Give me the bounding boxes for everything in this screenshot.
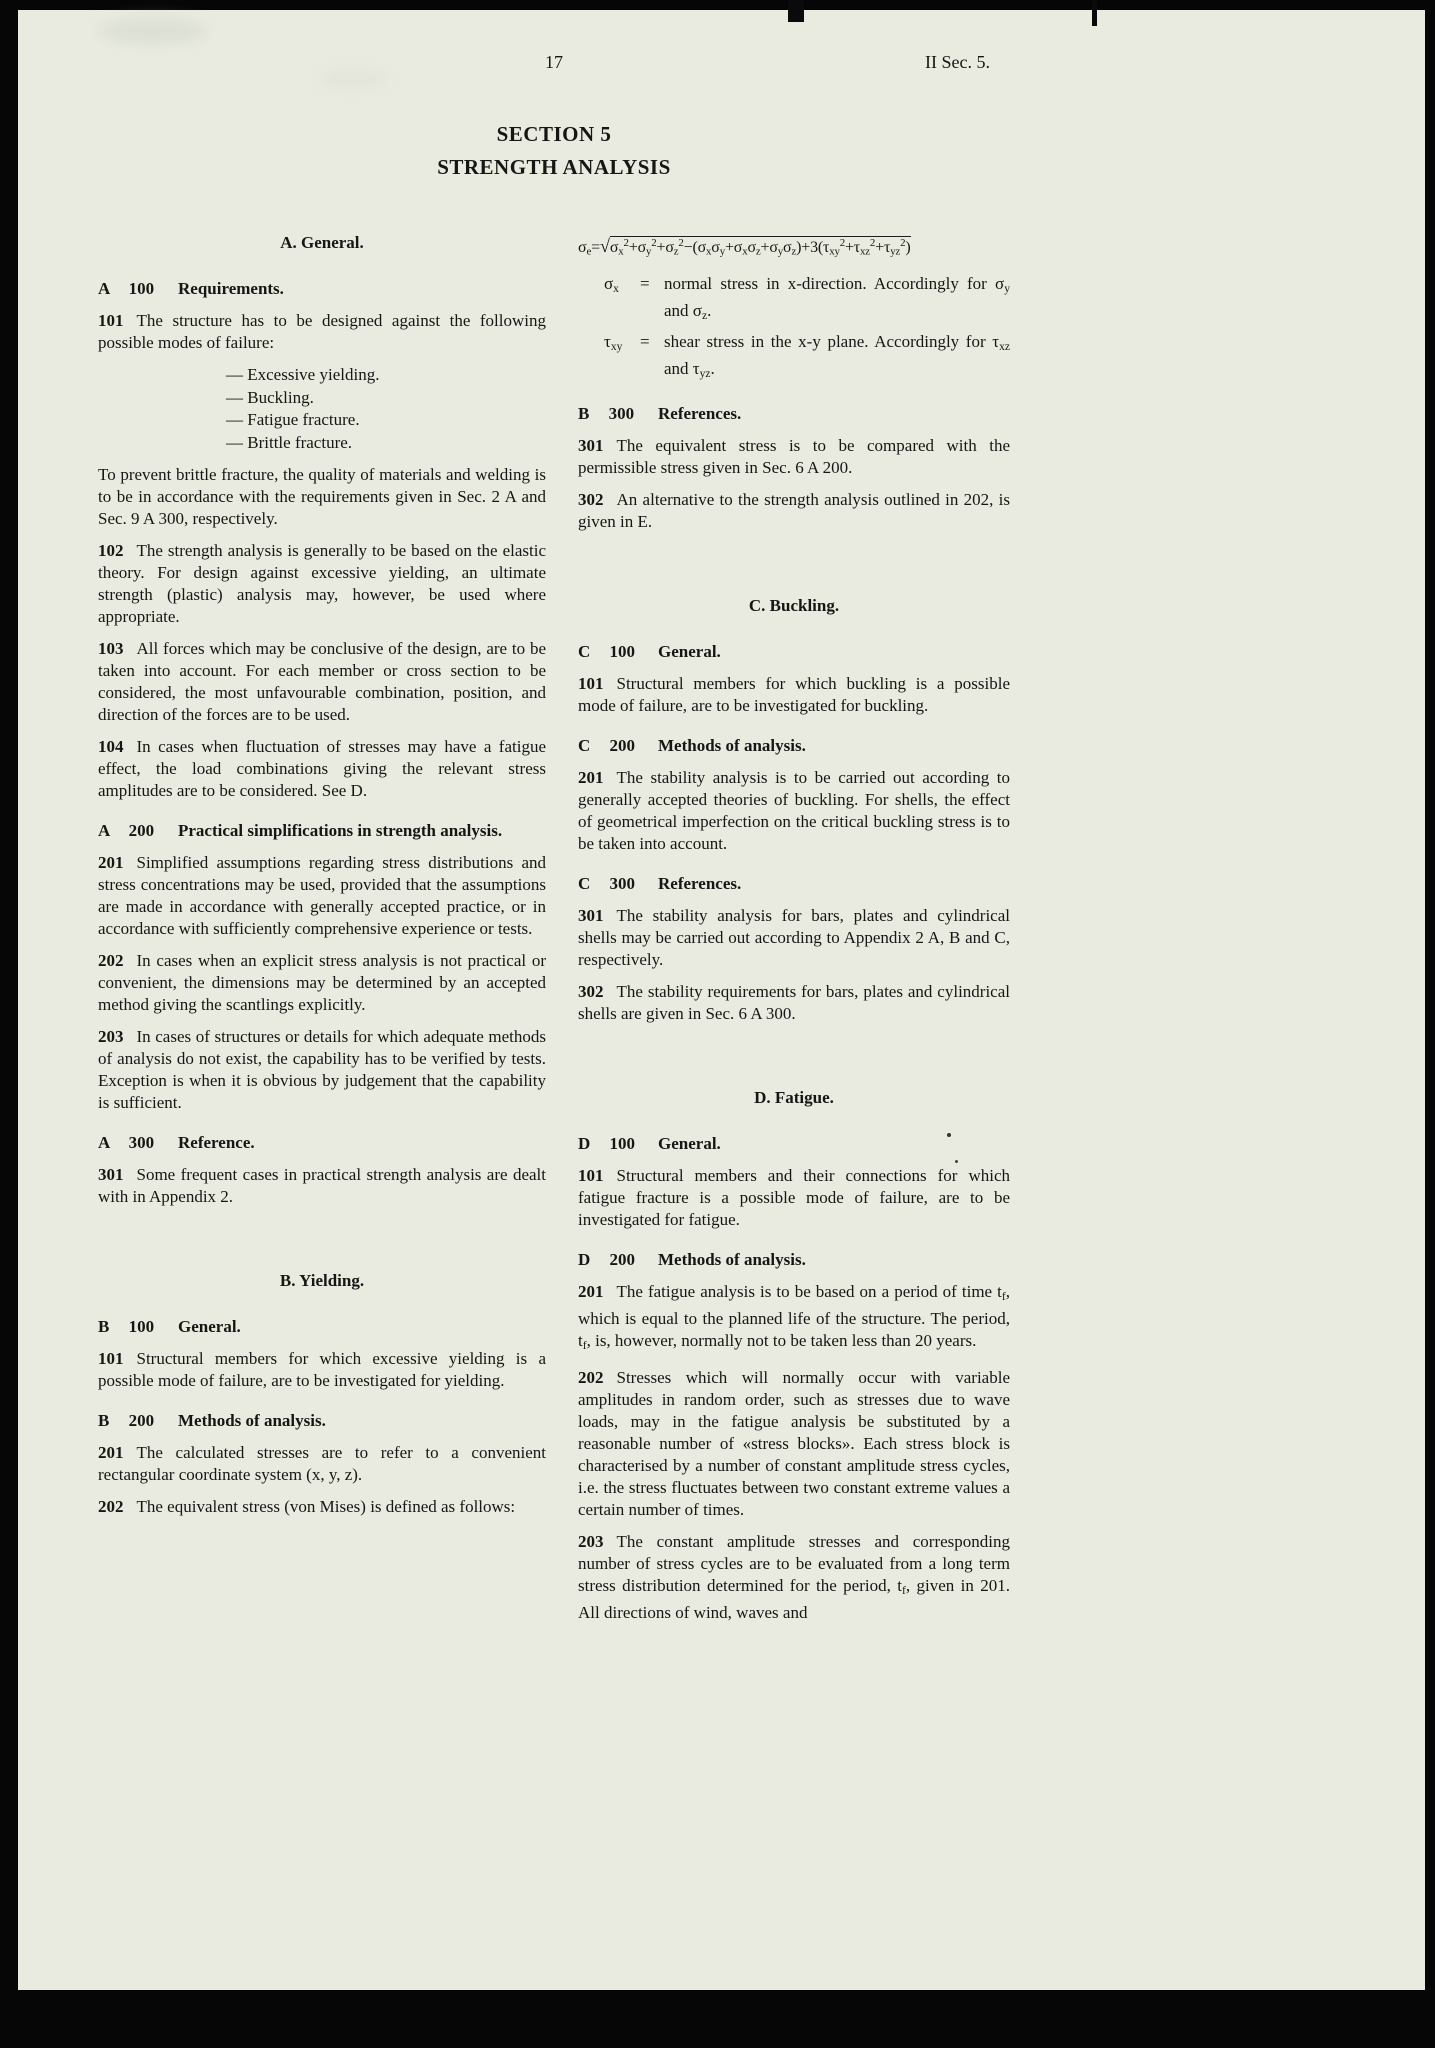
- paragraph-number: 203: [98, 1027, 124, 1046]
- equals-sign: =: [640, 273, 650, 293]
- subsection-title: General.: [658, 1134, 721, 1154]
- left-column: [98, 230, 546, 1528]
- subsection-code: D 200: [578, 1250, 636, 1270]
- subsection-title: References.: [658, 404, 742, 424]
- paragraph-text: An alternative to the strength analysis outlined in 202, is given in E.: [578, 490, 1010, 532]
- page-header: [98, 52, 1010, 76]
- subsection-code: B 300: [578, 404, 635, 424]
- paragraph-number: 202: [98, 1497, 124, 1516]
- title-block: [98, 118, 1010, 184]
- paragraph: [578, 981, 1010, 1025]
- subsection-title: Practical simplifications in strength analysis.: [178, 821, 503, 840]
- symbol-definition: [578, 273, 1010, 327]
- symbol-description: shear stress in the x-y plane. Accordingly for $\tau_{xz}$ and $\tau_{yz}$.: [664, 332, 1010, 381]
- paragraph-text: The stability requirements for bars, plates and cylindrical shells are given in Sec. 6 A 300.: [578, 982, 1010, 1024]
- subsection-title: Requirements.: [178, 279, 284, 298]
- paragraph: [578, 1531, 1010, 1624]
- paragraph-number: 201: [98, 1443, 124, 1462]
- subsection-code: D 100: [578, 1134, 636, 1154]
- paragraph-text: In cases when an explicit stress analysis is not practical or convenient, the dimensions may be determined by an accepted method giving the scantlings explicitly.: [98, 951, 546, 1014]
- subsection-code: C 200: [578, 736, 636, 756]
- paragraph-text: The calculated stresses are to refer to a convenient rectangular coordinate system (x, y, z).: [98, 1443, 546, 1484]
- paragraph-number: 104: [98, 737, 124, 756]
- paragraph-text: The strength analysis is generally to be based on the elastic theory. For design against excessive yielding, an ultimate strength (plastic) analysis may, however, be used where appropriate.: [98, 541, 546, 626]
- paragraph: [98, 736, 546, 802]
- page-number: 17: [545, 52, 563, 72]
- paragraph-text: Simplified assumptions regarding stress distributions and stress concentrations may be used, provided that the assumptions are made in accordance with generally accepted practice, or in accordance with sufficiently comprehensive experience or tests.: [98, 853, 546, 938]
- paragraph: [98, 638, 546, 726]
- paragraph: [98, 540, 546, 628]
- header-section-label: II Sec. 5.: [925, 52, 990, 72]
- paragraph-number: 202: [98, 951, 124, 970]
- paragraph-number: 103: [98, 639, 124, 658]
- paragraph: [578, 1367, 1010, 1521]
- paragraph-number: 301: [578, 436, 604, 456]
- paragraph-number: 102: [98, 541, 124, 560]
- paragraph: [578, 673, 1010, 717]
- subsection-heading: [578, 1249, 1010, 1271]
- section-heading: D. Fatigue.: [754, 1088, 834, 1108]
- paragraph-text: Structural members and their connections for which fatigue fracture is a possible mode of failure, are to be investigated for fatigue.: [578, 1166, 1010, 1230]
- paragraph-number: 301: [578, 906, 604, 926]
- paragraph: [98, 1026, 546, 1114]
- paragraph-number: 101: [98, 311, 124, 330]
- paragraph-text: All forces which may be conclusive of the design, are to be taken into account. For each member or cross section to be considered, the most unfavourable combination, position, and direction of the forces are to be used.: [98, 639, 546, 724]
- right-column: [578, 230, 1010, 1634]
- two-column-layout: [98, 230, 1010, 1634]
- section-heading: B. Yielding.: [279, 1271, 365, 1290]
- subsection-heading: [98, 278, 546, 300]
- subsection-heading: [578, 403, 1010, 425]
- paragraph-number: 101: [98, 1349, 124, 1368]
- subsection-heading: [98, 1410, 546, 1432]
- dash-list-item: — Excessive yielding.: [226, 365, 380, 384]
- subsection-title: Methods of analysis.: [658, 736, 806, 756]
- symbol-description: normal stress in x-direction. Accordingly for $\sigma_y$ and $\sigma_z$.: [664, 273, 1010, 322]
- paragraph-text: Structural members for which buckling is a possible mode of failure, are to be investigated for buckling.: [578, 674, 1010, 716]
- subsection-title: Methods of analysis.: [178, 1411, 326, 1430]
- subsection-code: B 100: [98, 1317, 155, 1336]
- paragraph-number: 101: [578, 1166, 604, 1186]
- subsection-heading: [578, 1133, 1010, 1155]
- subsection-code: C 100: [578, 642, 636, 662]
- paragraph: [98, 310, 546, 354]
- paragraph-number: 302: [578, 982, 604, 1002]
- subsection-title: General.: [178, 1317, 241, 1336]
- paragraph: [578, 1281, 1010, 1357]
- paragraph-number: 302: [578, 490, 604, 510]
- subsection-code: A 200: [98, 821, 155, 840]
- dash-list-item: — Fatigue fracture.: [226, 410, 360, 429]
- paragraph-text: In cases of structures or details for which adequate methods of analysis do not exist, the capability has to be verified by tests. Exception is when it is obvious by judgement that the capability is sufficient.: [98, 1027, 546, 1112]
- paragraph: [98, 464, 546, 530]
- paragraph-number: 201: [578, 768, 604, 788]
- paragraph-text: The constant amplitude stresses and corresponding number of stress cycles are to be evaluated from a long term stress distribution determined for the period, $t_f$, given in 201. All directions of wind, waves and: [578, 1531, 1010, 1622]
- subsection-code: C 300: [578, 874, 636, 894]
- subsection-title: Reference.: [178, 1133, 255, 1152]
- paragraph-text: The equivalent stress is to be compared with the permissible stress given in Sec. 6 A 200.: [578, 436, 1010, 478]
- dash-list-item: — Buckling.: [226, 387, 314, 407]
- paragraph-number: 301: [98, 1165, 124, 1184]
- paragraph: [98, 1496, 546, 1518]
- subsection-heading: [98, 1316, 546, 1338]
- dash-list-item: — Brittle fracture.: [226, 432, 353, 452]
- paragraph-number: 201: [98, 853, 124, 872]
- paragraph-text: In cases when fluctuation of stresses may have a fatigue effect, the load combinations giving the relevant stress amplitudes are to be considered. See D.: [98, 737, 546, 800]
- symbol: $\sigma_x$: [604, 273, 619, 295]
- section-heading: A. General.: [280, 233, 364, 252]
- symbol: $\tau_{xy}$: [604, 332, 623, 354]
- paragraph-number: 101: [578, 674, 604, 694]
- subsection-code: A 100: [98, 279, 155, 298]
- subsection-code: A 300: [98, 1133, 155, 1152]
- paragraph-number: 203: [578, 1531, 604, 1551]
- subsection-title: References.: [658, 874, 742, 894]
- paragraph: [98, 1348, 546, 1392]
- subsection-heading: [98, 820, 546, 842]
- equals-sign: =: [640, 332, 650, 352]
- paragraph: [578, 489, 1010, 533]
- document-page: [18, 10, 1425, 1990]
- subsection-heading: [578, 873, 1010, 895]
- subsection-title: Methods of analysis.: [658, 1250, 806, 1270]
- paragraph-text: The stability analysis is to be carried out according to generally accepted theories of buckling. For shells, the effect of geometrical imperfection on the critical buckling stress is to be taken into account.: [578, 768, 1010, 854]
- scan-mark: [788, 0, 804, 22]
- paragraph-number: 201: [578, 1282, 604, 1302]
- paragraph-number: 202: [578, 1367, 604, 1387]
- paragraph-text: Stresses which will normally occur with variable amplitudes in random order, such as stresses due to wave loads, may in the fatigue analysis be substituted by a reasonable number of «stress blocks». Each stress block is characterised by a number of constant amplitude stress cycles, i.e. the stress fluctuates between two constant extreme values a certain number of times.: [578, 1367, 1010, 1519]
- paragraph-text: Structural members for which excessive yielding is a possible mode of failure, are to be investigated for yielding.: [98, 1349, 546, 1390]
- paragraph: [98, 1442, 546, 1486]
- page-content: [98, 36, 1010, 1634]
- document-subtitle: STRENGTH ANALYSIS: [437, 155, 671, 179]
- document-title: SECTION 5: [496, 122, 612, 146]
- paragraph-text: The fatigue analysis is to be based on a period of time $t_f$, which is equal to the planned life of the structure. The period, $t_f$, is, however, normally not to be taken less than 20 years.: [578, 1282, 1010, 1352]
- symbol-definition: [578, 331, 1010, 385]
- subsection-title: General.: [658, 642, 721, 662]
- paragraph: [578, 435, 1010, 479]
- subsection-heading: [578, 735, 1010, 757]
- paragraph: [578, 767, 1010, 855]
- paragraph-text: The structure has to be designed against the following possible modes of failure:: [98, 311, 546, 352]
- subsection-heading: [578, 641, 1010, 663]
- paragraph-text: Some frequent cases in practical strength analysis are dealt with in Appendix 2.: [98, 1165, 546, 1206]
- paragraph: [98, 852, 546, 940]
- paragraph-text: To prevent brittle fracture, the quality of materials and welding is to be in accordance with the requirements given in Sec. 2 A and Sec. 9 A 300, respectively.: [98, 465, 546, 528]
- paragraph-text: The equivalent stress (von Mises) is defined as follows:: [136, 1497, 516, 1516]
- paragraph-text: The stability analysis for bars, plates and cylindrical shells may be carried out according to Appendix 2 A, B and C, respectively.: [578, 906, 1010, 970]
- paragraph: [578, 905, 1010, 971]
- paragraph: [578, 1165, 1010, 1231]
- subsection-code: B 200: [98, 1411, 155, 1430]
- equation: $\sigma_e=√\sigma_x^2+\sigma_y^2+\sigma_z^2-(\sigma_x\sigma_y+\sigma_x\sigma_z+\sigma_y\sigma_z)+3(\tau_{xy}^2+\tau_{xz}^2+\tau_{yz}^2)$: [578, 235, 911, 258]
- paragraph: [98, 950, 546, 1016]
- section-heading: C. Buckling.: [748, 596, 840, 616]
- scan-mark: [1092, 0, 1097, 26]
- paragraph: [98, 1164, 546, 1208]
- subsection-heading: [98, 1132, 546, 1154]
- dash-list: [98, 364, 546, 454]
